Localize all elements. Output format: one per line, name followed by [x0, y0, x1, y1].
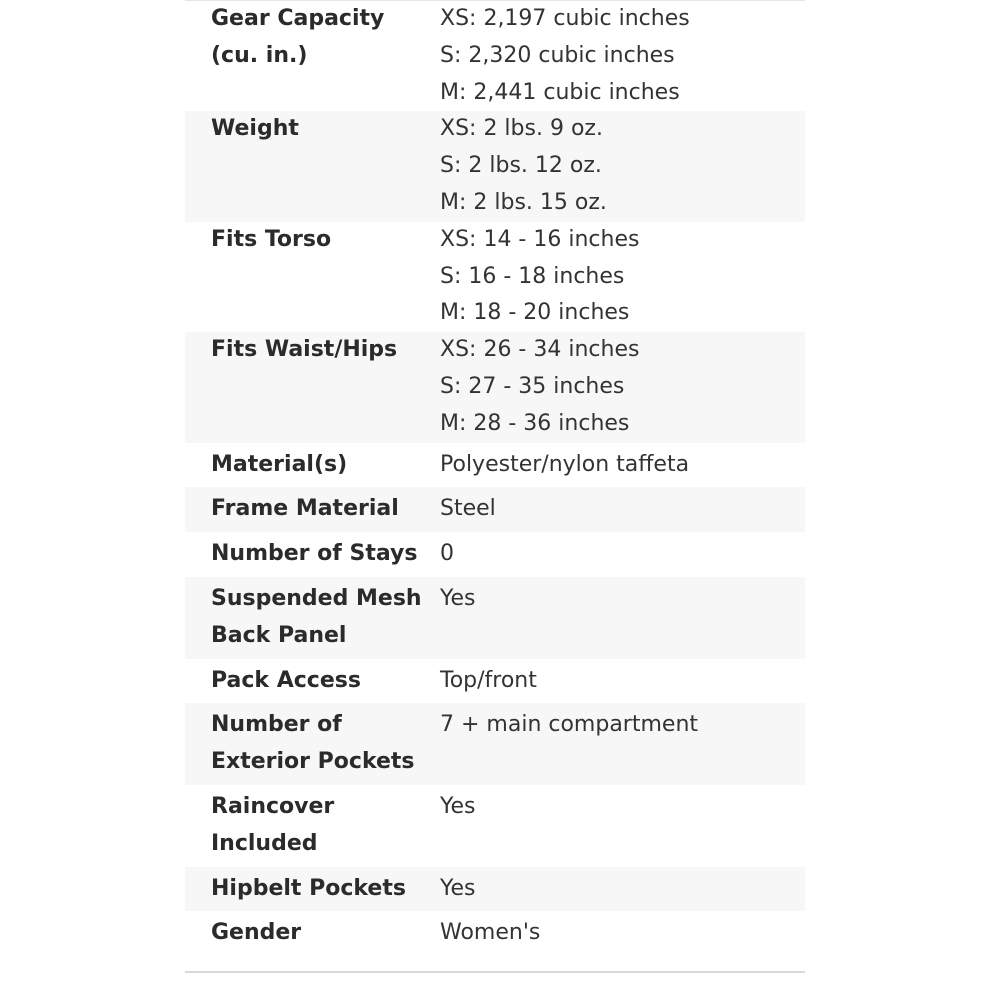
spec-value-line: 0	[440, 541, 454, 567]
spec-value-line: XS: 2 lbs. 9 oz.	[440, 116, 603, 142]
spec-label: Fits Waist/Hips	[211, 337, 398, 363]
spec-value	[440, 532, 805, 577]
spec-value	[440, 222, 805, 332]
spec-value-line: Women's	[440, 920, 541, 946]
spec-value-line: XS: 2,197 cubic inches	[440, 6, 690, 31]
spec-value	[440, 577, 805, 659]
spec-label: Gear Capacity (cu. in.)	[185, 1, 440, 112]
spec-label: Fits Torso	[211, 226, 332, 252]
spec-value-line: M: 28 - 36 inches	[440, 410, 630, 436]
spec-value-line: M: 2 lbs. 15 oz.	[440, 189, 607, 215]
spec-row-weight	[185, 111, 805, 221]
spec-value-line: Top/front	[440, 667, 537, 693]
spec-row-raincover-included	[185, 785, 805, 867]
spec-label: Material(s)	[211, 451, 348, 477]
spec-row-materials	[185, 443, 805, 488]
spec-row-number-of-exterior-pockets	[185, 703, 805, 785]
spec-label: Gender	[211, 920, 302, 946]
spec-value	[440, 487, 805, 532]
spec-label: Suspended Mesh Back Panel	[211, 585, 422, 648]
spec-value-line: 7 + main compartment	[440, 712, 699, 738]
spec-value	[440, 785, 805, 867]
spec-label: Frame Material	[211, 496, 399, 522]
spec-value-line: M: 18 - 20 inches	[440, 300, 630, 326]
spec-value-line: Polyester/nylon taffeta	[440, 451, 690, 477]
spec-value	[440, 332, 805, 442]
spec-row-fits-waist-hips	[185, 332, 805, 442]
spec-label: Number of Stays	[211, 541, 418, 567]
spec-value-line: M: 2,441 cubic inches	[440, 79, 680, 105]
spec-value-line: S: 16 - 18 inches	[440, 263, 625, 289]
spec-row-gender	[185, 911, 805, 956]
spec-value-line: XS: 14 - 16 inches	[440, 226, 640, 252]
spec-value-line: Steel	[440, 496, 496, 522]
spec-value-line: S: 2 lbs. 12 oz.	[440, 153, 602, 179]
spec-row-gear-capacity	[185, 1, 805, 112]
spec-label: Weight	[211, 116, 299, 142]
spec-row-frame-material	[185, 487, 805, 532]
spec-value	[440, 911, 805, 956]
spec-row-fits-torso	[185, 222, 805, 332]
spec-value-line: S: 27 - 35 inches	[440, 373, 625, 399]
spec-value	[440, 867, 805, 912]
spec-value-line: Yes	[440, 585, 476, 611]
spec-label: Pack Access	[211, 667, 361, 693]
spec-row-hipbelt-pockets	[185, 867, 805, 912]
spec-value-line: S: 2,320 cubic inches	[440, 42, 675, 68]
spec-row-pack-access	[185, 659, 805, 704]
spec-value-line: Yes	[440, 793, 476, 819]
spec-value	[440, 703, 805, 785]
spec-row-number-of-stays	[185, 532, 805, 577]
spec-value-line: Yes	[440, 875, 476, 901]
spec-label: Hipbelt Pockets	[211, 875, 406, 901]
spec-value	[440, 111, 805, 221]
specifications-table	[185, 0, 805, 956]
spec-label: Number of Exterior Pockets	[211, 712, 415, 775]
spec-value	[440, 659, 805, 704]
spec-value-line: XS: 26 - 34 inches	[440, 337, 640, 363]
divider	[185, 971, 805, 973]
spec-label: Raincover Included	[211, 793, 335, 856]
spec-value	[440, 443, 805, 488]
spec-row-suspended-mesh-back-panel	[185, 577, 805, 659]
spec-value	[440, 1, 805, 112]
